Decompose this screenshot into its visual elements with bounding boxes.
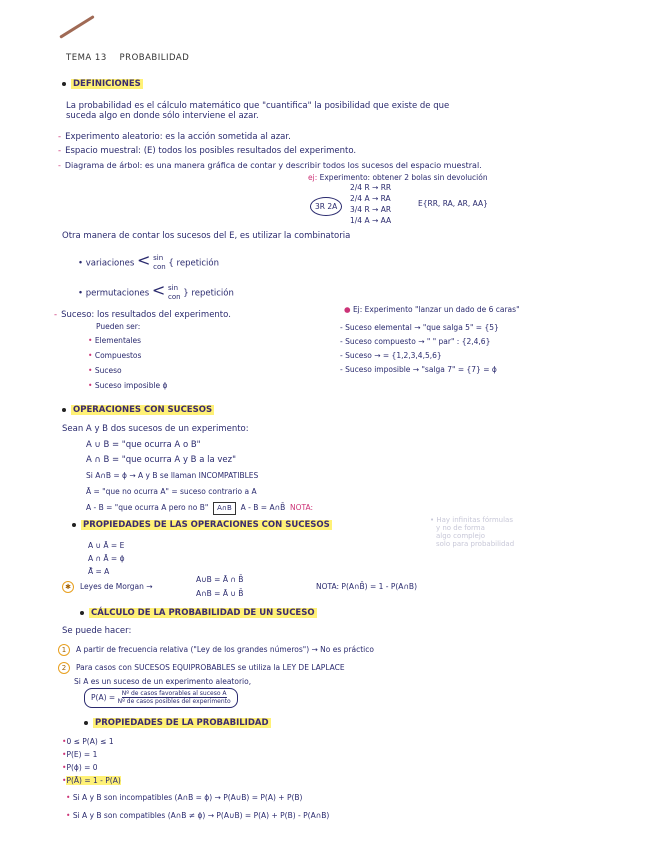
heading-operaciones: OPERACIONES CON SUCESOS bbox=[73, 405, 213, 415]
prop-prob-line: •P(ϕ) = 0 bbox=[62, 763, 98, 772]
morgan-row: ✱ Leyes de Morgan → bbox=[62, 581, 153, 593]
suceso-type: • Elementales bbox=[88, 336, 142, 345]
section-prop-prob bbox=[84, 718, 271, 729]
op-contrario: Ā = "que no ocurra A" = suceso contrario a A bbox=[86, 487, 257, 496]
intro-line-1: La probabilidad es el cálculo matemático que "cuantifica" la posibilidad que existe de que bbox=[66, 101, 450, 111]
section-calculo bbox=[80, 608, 317, 619]
subject-label: PROBABILIDAD bbox=[119, 53, 190, 63]
def-experimento: - Experimento aleatorio: es la acción sometida al azar. bbox=[58, 132, 291, 142]
ej-tree-title: ej: Experimento: obtener 2 bolas sin devolución bbox=[308, 173, 488, 182]
suceso-title: - Suceso: los resultados del experimento. bbox=[54, 310, 231, 320]
intro-line-2: suceda algo en donde sólo interviene el azar. bbox=[66, 111, 259, 121]
ej-dado-line: - Suceso → = {1,2,3,4,5,6} bbox=[340, 351, 442, 360]
heading-definiciones: DEFINICIONES bbox=[73, 79, 141, 89]
pencil-mark bbox=[59, 15, 95, 39]
morgan-1: A∪B = Ā ∩ B̄ bbox=[196, 575, 244, 584]
suceso-type: • Suceso bbox=[88, 366, 122, 375]
op-incomp: Si A∩B = ϕ → A y B se llaman INCOMPATIBLES bbox=[86, 471, 259, 480]
op-intro: Sean A y B dos sucesos de un experimento: bbox=[62, 424, 249, 434]
calc-intro: Se puede hacer: bbox=[62, 626, 132, 636]
prop-op-nota: NOTA: P(A∩B̄) = 1 - P(A∩B) bbox=[316, 582, 418, 591]
ej-dado-line: - Suceso elemental → "que salga 5" = {5} bbox=[340, 323, 499, 332]
prop-op-line: A ∪ Ā = E bbox=[88, 541, 125, 550]
side-note: • Hay infinitas fórmulas bbox=[430, 516, 513, 524]
tree-line: 2/4 A → RA bbox=[350, 194, 391, 203]
section-operaciones bbox=[62, 405, 214, 416]
tree-line: 2/4 R → RR bbox=[350, 183, 392, 192]
suceso-type: • Compuestos bbox=[88, 351, 142, 360]
morgan-2: A∩B = Ā ∪ B̄ bbox=[196, 589, 244, 598]
heading-prop-op: PROPIEDADES DE LAS OPERACIONES CON SUCESOS bbox=[83, 520, 330, 530]
def-diagrama: - Diagrama de árbol: es una manera gráfica de contar y describir todos los sucesos del espacio muestral. bbox=[58, 161, 482, 170]
star-icon: ✱ bbox=[62, 581, 74, 593]
ej-dado-line: - Suceso compuesto → " " par" : {2,4,6} bbox=[340, 337, 491, 346]
tree-root: 3R 2A bbox=[310, 197, 342, 216]
prop-op-line: Ā̄ = A bbox=[88, 567, 110, 576]
prop-prob-line: •P(E) = 1 bbox=[62, 750, 98, 759]
suceso-type: • Suceso imposible ϕ bbox=[88, 381, 168, 390]
prop-prob-incomp: • Si A y B son incompatibles (A∩B = ϕ) → P(A∪B) = P(A) + P(B) bbox=[66, 793, 303, 802]
side-note: solo para probabilidad bbox=[436, 540, 515, 548]
heading-prop-prob: PROPIEDADES DE LA PROBABILIDAD bbox=[95, 718, 269, 728]
laplace-formula: P(A) = Nº de casos favorables al suceso A Nº de casos posibles del experimento bbox=[84, 688, 238, 708]
laplace-intro: Si A es un suceso de un experimento aleatorio, bbox=[74, 677, 252, 686]
header bbox=[66, 53, 189, 64]
tree-line: 1/4 A → AA bbox=[350, 216, 392, 225]
calc-item-2: 2 Para casos con SUCESOS EQUIPROBABLES se utiliza la LEY DE LAPLACE bbox=[58, 662, 345, 674]
op-inter: A ∩ B = "que ocurra A y B a la vez" bbox=[86, 455, 237, 465]
heading-calculo: CÁLCULO DE LA PROBABILIDAD DE UN SUCESO bbox=[91, 608, 315, 618]
tree-line: 3/4 R → AR bbox=[350, 205, 392, 214]
side-note: algo complejo bbox=[436, 532, 486, 540]
tema-label: TEMA 13 bbox=[66, 53, 107, 63]
calc-item-1: 1 A partir de frecuencia relativa ("Ley de los grandes números") → No es práctico bbox=[58, 644, 374, 656]
prop-prob-line: •P(Ā) = 1 - P(A) bbox=[62, 776, 121, 785]
suceso-pueden: Pueden ser: bbox=[96, 322, 141, 331]
prop-prob-comp: • Si A y B son compatibles (A∩B ≠ ϕ) → P(A∪B) = P(A) + P(B) - P(A∩B) bbox=[66, 811, 330, 820]
venn-box-icon: A∩B bbox=[213, 502, 236, 515]
def-espacio: - Espacio muestral: (E) todos los posibles resultados del experimento. bbox=[58, 146, 357, 156]
op-diferencia-row: A - B = "que ocurra A pero no B" A∩B A - B = A∩B̄ NOTA: bbox=[86, 502, 313, 515]
contar-intro: Otra manera de contar los sucesos del E, es utilizar la combinatoria bbox=[62, 231, 351, 241]
ej-dado-line: - Suceso imposible → "salga 7" = {7} = ϕ bbox=[340, 365, 497, 374]
prop-op-line: A ∩ Ā = ϕ bbox=[88, 554, 125, 563]
side-note: y no de forma bbox=[436, 524, 485, 532]
prop-prob-line: •0 ≤ P(A) ≤ 1 bbox=[62, 737, 114, 746]
variaciones-row: • variaciones < sin con { repetición bbox=[78, 250, 220, 271]
op-union: A ∪ B = "que ocurra A o B" bbox=[86, 440, 201, 450]
tree-result: E{RR, RA, AR, AA} bbox=[418, 199, 488, 208]
section-prop-op bbox=[72, 520, 332, 531]
ej-dado-title: ● Ej: Experimento "lanzar un dado de 6 caras" bbox=[344, 305, 520, 314]
section-definiciones bbox=[62, 79, 143, 90]
permutaciones-row: • permutaciones < sin con } repetición bbox=[78, 280, 234, 301]
